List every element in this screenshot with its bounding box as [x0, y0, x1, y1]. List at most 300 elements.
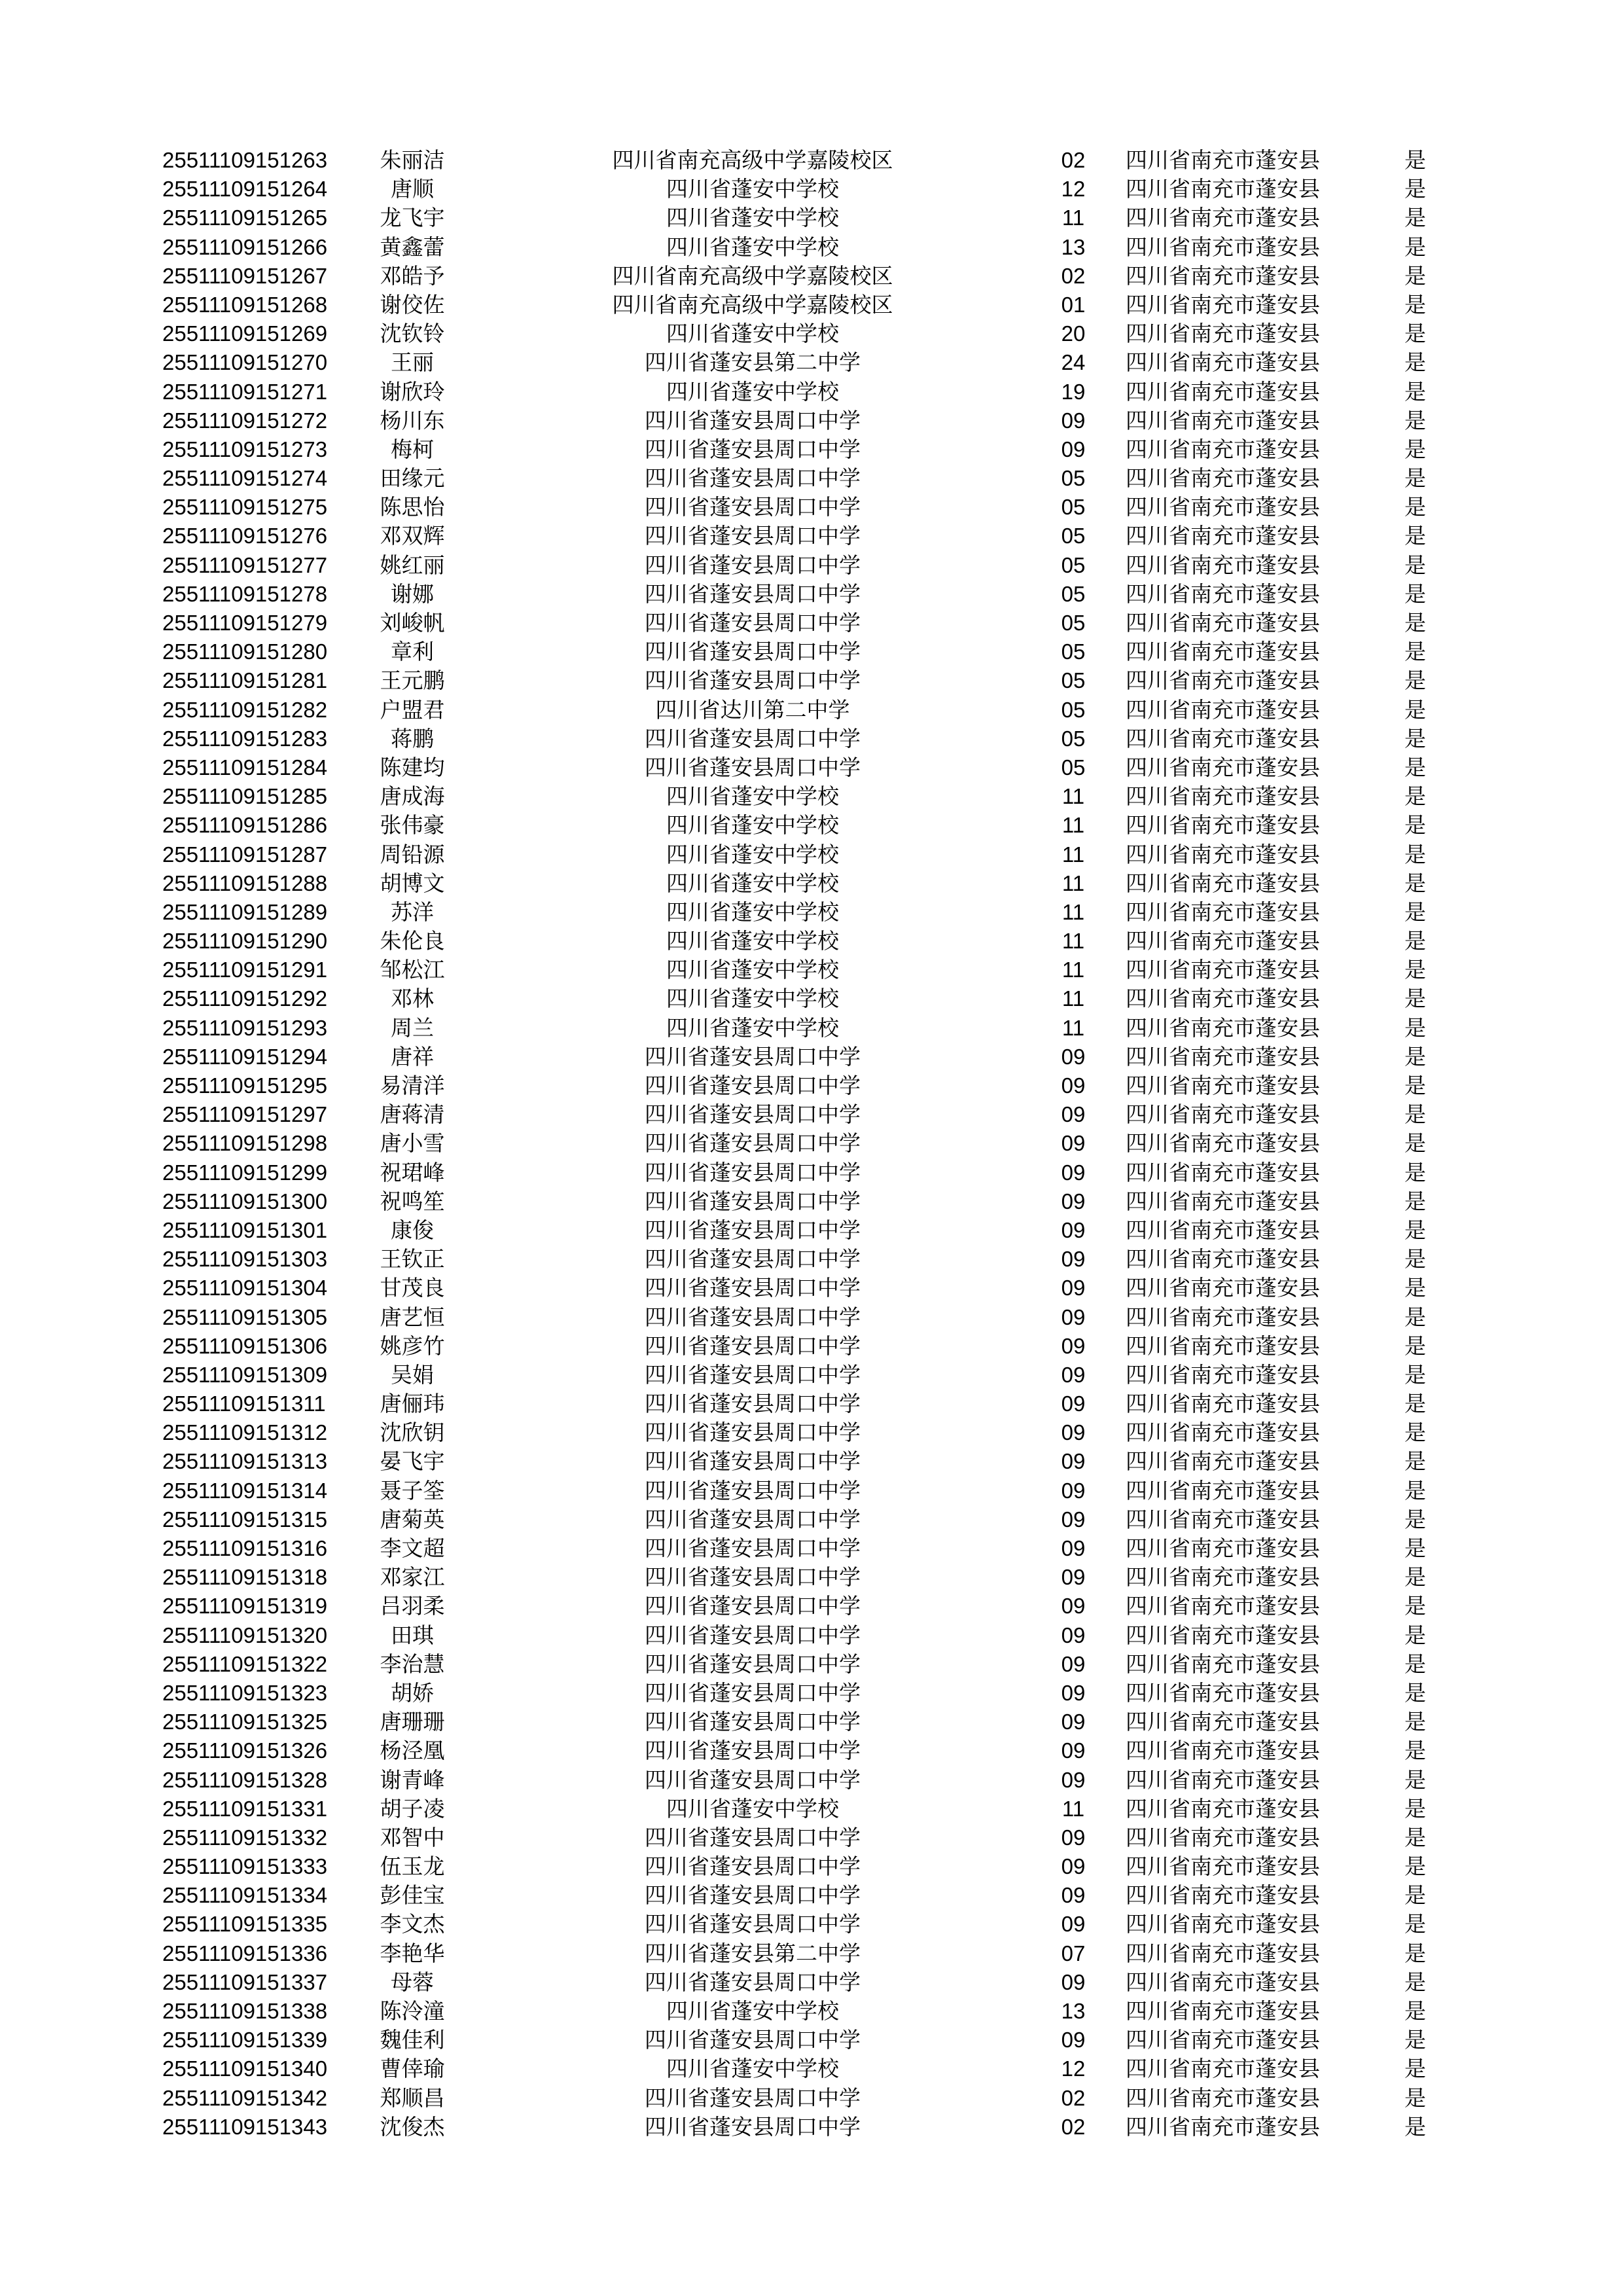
region-cell: 四川省南充市蓬安县	[1126, 2113, 1320, 2140]
class-code-cell: 09	[1061, 1131, 1086, 1156]
student-name-cell: 田缘元	[380, 465, 445, 492]
status-flag-cell: 是	[1404, 812, 1426, 838]
table-row	[0, 378, 1623, 406]
school-name-cell: 四川省南充高级中学嘉陵校区	[612, 147, 893, 173]
table-row	[0, 1997, 1623, 2026]
student-name-cell: 姚彦竹	[380, 1333, 445, 1359]
table-row	[0, 927, 1623, 956]
region-cell: 四川省南充市蓬安县	[1126, 899, 1320, 925]
school-name-cell: 四川省蓬安县周口中学	[645, 1535, 861, 1561]
status-flag-cell: 是	[1404, 1795, 1426, 1821]
class-code-cell: 05	[1061, 639, 1086, 664]
student-name-cell: 唐成海	[380, 783, 445, 810]
region-cell: 四川省南充市蓬安县	[1126, 1043, 1320, 1069]
class-code-cell: 24	[1061, 350, 1086, 375]
student-id-cell: 25511109151278	[162, 581, 328, 606]
school-name-cell: 四川省蓬安县周口中学	[645, 1969, 861, 1995]
student-id-cell: 25511109151290	[162, 929, 328, 954]
student-name-cell: 易清洋	[380, 1073, 445, 1098]
status-flag-cell: 是	[1404, 899, 1426, 925]
region-cell: 四川省南充市蓬安县	[1126, 1304, 1320, 1330]
student-id-cell: 25511109151316	[162, 1536, 328, 1560]
class-code-cell: 09	[1061, 437, 1086, 461]
student-name-cell: 张伟豪	[380, 812, 445, 838]
status-flag-cell: 是	[1404, 2027, 1426, 2053]
school-name-cell: 四川省蓬安县周口中学	[645, 1275, 861, 1301]
status-flag-cell: 是	[1404, 668, 1426, 694]
school-name-cell: 四川省达川第二中学	[655, 696, 850, 723]
class-code-cell: 09	[1061, 1912, 1086, 1937]
student-id-cell: 25511109151318	[162, 1565, 328, 1590]
class-code-cell: 09	[1061, 1044, 1086, 1069]
student-name-cell: 王钦正	[380, 1246, 445, 1272]
class-code-cell: 11	[1061, 784, 1085, 809]
class-code-cell: 09	[1061, 1594, 1086, 1619]
school-name-cell: 四川省南充高级中学嘉陵校区	[612, 262, 893, 289]
table-row	[0, 1621, 1623, 1650]
student-name-cell: 邓双辉	[380, 523, 445, 549]
status-flag-cell: 是	[1404, 1824, 1426, 1850]
student-id-cell: 25511109151313	[162, 1449, 328, 1474]
student-id-cell: 25511109151332	[162, 1825, 328, 1850]
class-code-cell: 13	[1061, 1999, 1086, 2023]
status-flag-cell: 是	[1404, 1043, 1426, 1069]
status-flag-cell: 是	[1404, 1738, 1426, 1764]
class-code-cell: 11	[1061, 929, 1085, 954]
school-name-cell: 四川省蓬安县周口中学	[645, 465, 861, 492]
table-row	[0, 1129, 1623, 1158]
student-id-cell: 25511109151281	[162, 668, 328, 693]
class-code-cell: 09	[1061, 1738, 1086, 1763]
table-row	[0, 1187, 1623, 1216]
class-code-cell: 09	[1061, 1276, 1086, 1300]
student-name-cell: 谢青峰	[380, 1767, 445, 1793]
school-name-cell: 四川省南充高级中学嘉陵校区	[612, 291, 893, 317]
table-row	[0, 753, 1623, 782]
student-name-cell: 李艳华	[380, 1940, 445, 1966]
table-row	[0, 2113, 1623, 2142]
status-flag-cell: 是	[1404, 1246, 1426, 1272]
student-id-cell: 25511109151294	[162, 1044, 328, 1069]
student-name-cell: 唐顺	[391, 176, 434, 202]
region-cell: 四川省南充市蓬安县	[1126, 1882, 1320, 1909]
region-cell: 四川省南充市蓬安县	[1126, 1911, 1320, 1937]
school-name-cell: 四川省蓬安县周口中学	[645, 1246, 861, 1272]
status-flag-cell: 是	[1404, 1217, 1426, 1243]
table-row	[0, 1968, 1623, 1997]
student-id-cell: 25511109151326	[162, 1738, 328, 1763]
class-code-cell: 11	[1061, 870, 1085, 895]
table-row	[0, 1795, 1623, 1823]
status-flag-cell: 是	[1404, 1391, 1426, 1417]
region-cell: 四川省南充市蓬安县	[1126, 581, 1320, 607]
school-name-cell: 四川省蓬安中学校	[666, 205, 839, 231]
table-row	[0, 1274, 1623, 1302]
student-name-cell: 胡娇	[391, 1679, 434, 1706]
status-flag-cell: 是	[1404, 1911, 1426, 1937]
school-name-cell: 四川省蓬安县周口中学	[645, 1709, 861, 1735]
region-cell: 四川省南充市蓬安县	[1126, 1014, 1320, 1041]
student-id-cell: 25511109151309	[162, 1362, 328, 1387]
table-row	[0, 1563, 1623, 1592]
region-cell: 四川省南充市蓬安县	[1126, 494, 1320, 520]
table-row	[0, 1216, 1623, 1245]
student-id-cell: 25511109151339	[162, 2028, 328, 2053]
status-flag-cell: 是	[1404, 1940, 1426, 1966]
status-flag-cell: 是	[1404, 465, 1426, 492]
student-name-cell: 朱丽洁	[380, 147, 445, 173]
student-name-cell: 谢娜	[391, 581, 434, 607]
student-id-cell: 25511109151322	[162, 1651, 328, 1676]
table-row	[0, 1361, 1623, 1390]
student-id-cell: 25511109151273	[162, 437, 328, 461]
table-row	[0, 666, 1623, 695]
table-row	[0, 262, 1623, 291]
class-code-cell: 05	[1061, 524, 1086, 548]
school-name-cell: 四川省蓬安县周口中学	[645, 523, 861, 549]
student-name-cell: 谢欣玲	[380, 378, 445, 404]
student-id-cell: 25511109151289	[162, 899, 328, 924]
region-cell: 四川省南充市蓬安县	[1126, 841, 1320, 867]
student-id-cell: 25511109151331	[162, 1796, 328, 1821]
student-name-cell: 谢佼佐	[380, 291, 445, 317]
class-code-cell: 05	[1061, 697, 1086, 722]
class-code-cell: 11	[1061, 206, 1085, 230]
table-row	[0, 291, 1623, 319]
status-flag-cell: 是	[1404, 1535, 1426, 1561]
student-name-cell: 王丽	[391, 350, 434, 376]
student-name-cell: 唐祥	[391, 1043, 434, 1069]
student-name-cell: 杨泾凰	[380, 1738, 445, 1764]
region-cell: 四川省南充市蓬安县	[1126, 1275, 1320, 1301]
class-code-cell: 09	[1061, 1333, 1086, 1358]
region-cell: 四川省南充市蓬安县	[1126, 523, 1320, 549]
student-id-cell: 25511109151337	[162, 1969, 328, 1994]
class-code-cell: 07	[1061, 1941, 1086, 1965]
region-cell: 四川省南充市蓬安县	[1126, 176, 1320, 202]
status-flag-cell: 是	[1404, 205, 1426, 231]
table-row	[0, 1505, 1623, 1534]
school-name-cell: 四川省蓬安县周口中学	[645, 1130, 861, 1157]
student-id-cell: 25511109151297	[162, 1102, 328, 1127]
table-row	[0, 811, 1623, 840]
student-name-cell: 母蓉	[391, 1969, 434, 1995]
school-name-cell: 四川省蓬安县周口中学	[645, 1738, 861, 1764]
student-name-cell: 唐珊珊	[380, 1709, 445, 1735]
class-code-cell: 09	[1061, 1710, 1086, 1734]
school-name-cell: 四川省蓬安县周口中学	[645, 1679, 861, 1706]
status-flag-cell: 是	[1404, 1361, 1426, 1388]
region-cell: 四川省南充市蓬安县	[1126, 291, 1320, 317]
school-name-cell: 四川省蓬安县周口中学	[645, 1911, 861, 1937]
student-id-cell: 25511109151272	[162, 408, 328, 433]
student-name-cell: 魏佳利	[380, 2027, 445, 2053]
class-code-cell: 05	[1061, 668, 1086, 693]
student-name-cell: 李治慧	[380, 1651, 445, 1677]
table-row	[0, 609, 1623, 637]
student-name-cell: 胡博文	[380, 870, 445, 896]
status-flag-cell: 是	[1404, 436, 1426, 462]
student-name-cell: 邓智中	[380, 1824, 445, 1850]
region-cell: 四川省南充市蓬安县	[1126, 552, 1320, 578]
table-row	[0, 175, 1623, 204]
table-row	[0, 1650, 1623, 1679]
student-name-cell: 唐蒋清	[380, 1102, 445, 1128]
student-id-cell: 25511109151293	[162, 1015, 328, 1040]
class-code-cell: 02	[1061, 2085, 1086, 2110]
class-code-cell: 11	[1061, 813, 1085, 838]
status-flag-cell: 是	[1404, 1593, 1426, 1619]
class-code-cell: 05	[1061, 726, 1086, 751]
student-name-cell: 曹倖瑜	[380, 2056, 445, 2082]
student-id-cell: 25511109151270	[162, 350, 328, 375]
school-name-cell: 四川省蓬安县周口中学	[645, 1102, 861, 1128]
student-name-cell: 李文超	[380, 1535, 445, 1561]
school-name-cell: 四川省蓬安县周口中学	[645, 552, 861, 578]
class-code-cell: 09	[1061, 1304, 1086, 1329]
student-id-cell: 25511109151303	[162, 1247, 328, 1272]
region-cell: 四川省南充市蓬安县	[1126, 378, 1320, 404]
school-name-cell: 四川省蓬安中学校	[666, 2056, 839, 2082]
student-name-cell: 祝鸣笙	[380, 1188, 445, 1214]
school-name-cell: 四川省蓬安县周口中学	[645, 1854, 861, 1880]
student-name-cell: 唐俪玮	[380, 1391, 445, 1417]
region-cell: 四川省南充市蓬安县	[1126, 610, 1320, 636]
table-row	[0, 1852, 1623, 1881]
student-id-cell: 25511109151335	[162, 1912, 328, 1937]
status-flag-cell: 是	[1404, 957, 1426, 983]
region-cell: 四川省南充市蓬安县	[1126, 1130, 1320, 1157]
table-row	[0, 1100, 1623, 1129]
student-name-cell: 周铅源	[380, 841, 445, 867]
table-row	[0, 146, 1623, 175]
student-id-cell: 25511109151299	[162, 1160, 328, 1185]
student-id-cell: 25511109151266	[162, 234, 328, 259]
class-code-cell: 09	[1061, 1478, 1086, 1503]
student-id-cell: 25511109151276	[162, 524, 328, 548]
class-code-cell: 20	[1061, 321, 1086, 346]
student-name-cell: 聂子筌	[380, 1477, 445, 1503]
table-row	[0, 956, 1623, 984]
student-name-cell: 沈钦铃	[380, 321, 445, 347]
class-code-cell: 09	[1061, 1680, 1086, 1705]
status-flag-cell: 是	[1404, 1130, 1426, 1157]
table-row	[0, 1881, 1623, 1910]
student-id-cell: 25511109151298	[162, 1131, 328, 1156]
table-row	[0, 233, 1623, 262]
table-row	[0, 204, 1623, 232]
region-cell: 四川省南充市蓬安县	[1126, 1709, 1320, 1735]
region-cell: 四川省南充市蓬安县	[1126, 725, 1320, 751]
region-cell: 四川省南充市蓬安县	[1126, 1448, 1320, 1475]
class-code-cell: 11	[1061, 958, 1085, 982]
region-cell: 四川省南充市蓬安县	[1126, 668, 1320, 694]
student-id-cell: 25511109151268	[162, 292, 328, 317]
region-cell: 四川省南充市蓬安县	[1126, 870, 1320, 896]
school-name-cell: 四川省蓬安县周口中学	[645, 581, 861, 607]
student-name-cell: 甘茂良	[380, 1275, 445, 1301]
class-code-cell: 09	[1061, 1160, 1086, 1185]
student-id-cell: 25511109151275	[162, 495, 328, 520]
status-flag-cell: 是	[1404, 1420, 1426, 1446]
class-code-cell: 09	[1061, 1420, 1086, 1445]
status-flag-cell: 是	[1404, 350, 1426, 376]
student-id-cell: 25511109151288	[162, 870, 328, 895]
region-cell: 四川省南充市蓬安县	[1126, 1506, 1320, 1532]
student-id-cell: 25511109151284	[162, 755, 328, 780]
status-flag-cell: 是	[1404, 1622, 1426, 1648]
table-row	[0, 1332, 1623, 1361]
region-cell: 四川省南充市蓬安县	[1126, 1420, 1320, 1446]
status-flag-cell: 是	[1404, 841, 1426, 867]
status-flag-cell: 是	[1404, 1506, 1426, 1532]
region-cell: 四川省南充市蓬安县	[1126, 1854, 1320, 1880]
student-name-cell: 胡子凌	[380, 1795, 445, 1821]
school-name-cell: 四川省蓬安县周口中学	[645, 2027, 861, 2053]
status-flag-cell: 是	[1404, 1448, 1426, 1475]
region-cell: 四川省南充市蓬安县	[1126, 639, 1320, 665]
school-name-cell: 四川省蓬安县周口中学	[645, 1651, 861, 1677]
class-code-cell: 09	[1061, 1565, 1086, 1590]
class-code-cell: 12	[1061, 2056, 1086, 2081]
student-id-cell: 25511109151328	[162, 1767, 328, 1792]
status-flag-cell: 是	[1404, 725, 1426, 751]
class-code-cell: 05	[1061, 466, 1086, 491]
class-code-cell: 05	[1061, 552, 1086, 577]
table-row	[0, 319, 1623, 348]
school-name-cell: 四川省蓬安中学校	[666, 899, 839, 925]
status-flag-cell: 是	[1404, 1651, 1426, 1677]
region-cell: 四川省南充市蓬安县	[1126, 1824, 1320, 1850]
class-code-cell: 05	[1061, 755, 1086, 780]
status-flag-cell: 是	[1404, 2056, 1426, 2082]
status-flag-cell: 是	[1404, 1477, 1426, 1503]
student-id-cell: 25511109151300	[162, 1189, 328, 1213]
table-row	[0, 580, 1623, 609]
table-row	[0, 1245, 1623, 1274]
class-code-cell: 05	[1061, 611, 1086, 635]
school-name-cell: 四川省蓬安县周口中学	[645, 2113, 861, 2140]
school-name-cell: 四川省蓬安中学校	[666, 783, 839, 810]
student-name-cell: 唐小雪	[380, 1130, 445, 1157]
school-name-cell: 四川省蓬安中学校	[666, 870, 839, 896]
student-id-cell: 25511109151338	[162, 1999, 328, 2023]
status-flag-cell: 是	[1404, 610, 1426, 636]
status-flag-cell: 是	[1404, 1969, 1426, 1995]
class-code-cell: 11	[1061, 986, 1085, 1011]
table-row	[0, 2054, 1623, 2083]
status-flag-cell: 是	[1404, 1333, 1426, 1359]
status-flag-cell: 是	[1404, 378, 1426, 404]
student-id-cell: 25511109151295	[162, 1073, 328, 1098]
student-name-cell: 周兰	[391, 1014, 434, 1041]
status-flag-cell: 是	[1404, 1188, 1426, 1214]
class-code-cell: 01	[1061, 292, 1086, 317]
student-id-cell: 25511109151282	[162, 697, 328, 722]
table-row	[0, 637, 1623, 666]
school-name-cell: 四川省蓬安中学校	[666, 321, 839, 347]
region-cell: 四川省南充市蓬安县	[1126, 321, 1320, 347]
student-id-cell: 25511109151291	[162, 958, 328, 982]
table-row	[0, 1043, 1623, 1071]
student-id-cell: 25511109151304	[162, 1276, 328, 1300]
school-name-cell: 四川省蓬安县周口中学	[645, 639, 861, 665]
status-flag-cell: 是	[1404, 1767, 1426, 1793]
school-name-cell: 四川省蓬安中学校	[666, 1795, 839, 1821]
school-name-cell: 四川省蓬安中学校	[666, 1014, 839, 1041]
student-id-cell: 25511109151342	[162, 2085, 328, 2110]
student-id-cell: 25511109151315	[162, 1507, 328, 1532]
school-name-cell: 四川省蓬安县周口中学	[645, 1506, 861, 1532]
class-code-cell: 09	[1061, 1825, 1086, 1850]
student-id-cell: 25511109151323	[162, 1680, 328, 1705]
region-cell: 四川省南充市蓬安县	[1126, 234, 1320, 260]
class-code-cell: 09	[1061, 1073, 1086, 1098]
region-cell: 四川省南充市蓬安县	[1126, 1651, 1320, 1677]
region-cell: 四川省南充市蓬安县	[1126, 2056, 1320, 2082]
status-flag-cell: 是	[1404, 1679, 1426, 1706]
school-name-cell: 四川省蓬安县周口中学	[645, 1448, 861, 1475]
student-id-cell: 25511109151319	[162, 1594, 328, 1619]
student-name-cell: 蒋鹏	[391, 725, 434, 751]
student-name-cell: 黄鑫蕾	[380, 234, 445, 260]
school-name-cell: 四川省蓬安县周口中学	[645, 407, 861, 433]
class-code-cell: 11	[1061, 899, 1085, 924]
student-id-cell: 25511109151292	[162, 986, 328, 1011]
region-cell: 四川省南充市蓬安县	[1126, 1795, 1320, 1821]
student-name-cell: 陈泠潼	[380, 1998, 445, 2024]
student-name-cell: 沈欣钥	[380, 1420, 445, 1446]
student-name-cell: 伍玉龙	[380, 1854, 445, 1880]
student-id-cell: 25511109151283	[162, 726, 328, 751]
school-name-cell: 四川省蓬安县周口中学	[645, 1043, 861, 1069]
table-row	[0, 1766, 1623, 1795]
status-flag-cell: 是	[1404, 870, 1426, 896]
table-row	[0, 782, 1623, 811]
status-flag-cell: 是	[1404, 639, 1426, 665]
region-cell: 四川省南充市蓬安县	[1126, 436, 1320, 462]
school-name-cell: 四川省蓬安县周口中学	[645, 1593, 861, 1619]
class-code-cell: 02	[1061, 263, 1086, 288]
table-row	[0, 725, 1623, 753]
student-id-cell: 25511109151264	[162, 177, 328, 202]
status-flag-cell: 是	[1404, 696, 1426, 723]
table-row	[0, 1303, 1623, 1332]
region-cell: 四川省南充市蓬安县	[1126, 2085, 1320, 2111]
class-code-cell: 09	[1061, 1449, 1086, 1474]
region-cell: 四川省南充市蓬安县	[1126, 754, 1320, 780]
status-flag-cell: 是	[1404, 1709, 1426, 1735]
table-row	[0, 1736, 1623, 1765]
status-flag-cell: 是	[1404, 176, 1426, 202]
region-cell: 四川省南充市蓬安县	[1126, 1969, 1320, 1995]
school-name-cell: 四川省蓬安县周口中学	[645, 1361, 861, 1388]
table-row	[0, 1071, 1623, 1100]
school-name-cell: 四川省蓬安中学校	[666, 841, 839, 867]
table-row	[0, 1390, 1623, 1418]
region-cell: 四川省南充市蓬安县	[1126, 1477, 1320, 1503]
student-id-cell: 25511109151285	[162, 784, 328, 809]
table-row	[0, 348, 1623, 377]
region-cell: 四川省南充市蓬安县	[1126, 2027, 1320, 2053]
school-name-cell: 四川省蓬安中学校	[666, 176, 839, 202]
class-code-cell: 12	[1061, 177, 1086, 202]
student-name-cell: 王元鹏	[380, 668, 445, 694]
student-name-cell: 章利	[391, 639, 434, 665]
region-cell: 四川省南充市蓬安县	[1126, 1564, 1320, 1590]
student-name-cell: 邓家江	[380, 1564, 445, 1590]
school-name-cell: 四川省蓬安县周口中学	[645, 1073, 861, 1098]
